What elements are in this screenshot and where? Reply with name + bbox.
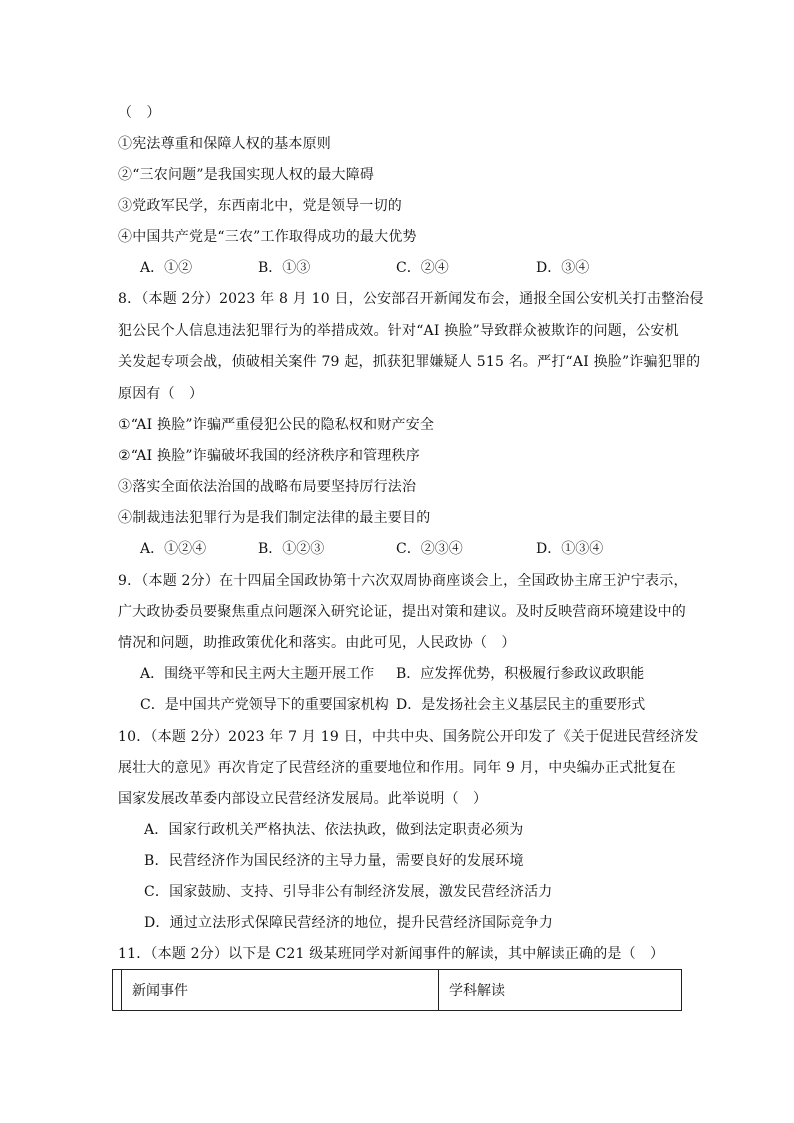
q10-option-d[interactable]: D．通过立法形式保障民营经济的地位，提升民营经济国际竞争力 bbox=[144, 915, 554, 931]
q11-table bbox=[112, 969, 682, 1011]
q9-option-c[interactable]: C．是中国共产党领导下的重要国家机构 bbox=[140, 697, 389, 713]
q8-stem-line-2: 犯公民个人信息违法犯罪行为的举措成效。针对“AI 换脸”导致群众被欺诈的问题，公安机 bbox=[118, 323, 679, 339]
q9-option-a[interactable]: A．围绕平等和民主两大主题开展工作 bbox=[140, 666, 375, 682]
q9-option-d[interactable]: D．是发扬社会主义基层民主的重要形式 bbox=[396, 697, 646, 713]
q9-option-b[interactable]: B．应发挥优势，积极履行参政议政职能 bbox=[396, 666, 645, 682]
q8-option-c[interactable]: C．②③④ bbox=[396, 541, 463, 557]
q10-option-b[interactable]: B．民营经济作为国民经济的主导力量，需要良好的发展环境 bbox=[144, 853, 524, 869]
q8-option-a[interactable]: A．①②④ bbox=[140, 541, 207, 557]
q7-option-a[interactable]: A．①② bbox=[140, 260, 193, 276]
q10-stem-line-2: 展壮大的意见》再次肯定了民营经济的重要地位和作用。同年 9 月，中央编办正式批复在 bbox=[118, 760, 677, 776]
q7-answer-bracket: （ ） bbox=[118, 105, 161, 121]
q8-item-3: ③落实全面依法治国的战略布局要坚持厉行法治 bbox=[118, 479, 417, 495]
q8-stem-line-3: 关发起专项会战，侦破相关案件 79 起，抓获犯罪嫌疑人 515 名。严打“AI 换脸”诈骗犯罪的 bbox=[118, 354, 701, 370]
table-header-news-event: 新闻事件 bbox=[122, 970, 439, 1011]
q7-item-3: ③党政军民学，东西南北中，党是领导一切的 bbox=[118, 198, 402, 214]
q8-stem-line-1: 8．（本题 2分）2023 年 8 月 10 日，公安部召开新闻发布会，通报全国公安机关打击整治侵 bbox=[118, 291, 704, 307]
q8-option-d[interactable]: D．①③④ bbox=[536, 541, 604, 557]
q9-stem-line-1: 9．（本题 2分）在十四届全国政协第十六次双周协商座谈会上，全国政协主席王沪宁表示， bbox=[118, 573, 688, 589]
q10-option-c[interactable]: C．国家鼓励、支持、引导非公有制经济发展，激发民营经济活力 bbox=[144, 884, 553, 900]
q7-option-d[interactable]: D．③④ bbox=[536, 260, 590, 276]
q8-item-1: ①“AI 换脸”诈骗严重侵犯公民的隐私权和财产安全 bbox=[118, 417, 435, 433]
q8-option-b[interactable]: B．①②③ bbox=[258, 541, 325, 557]
q7-option-b[interactable]: B．①③ bbox=[258, 260, 311, 276]
q9-stem-line-2: 广大政协委员要聚焦重点问题深入研究论证，提出对策和建议。及时反映营商环境建设中的 bbox=[118, 604, 686, 620]
q7-item-1: ①宪法尊重和保障人权的基本原则 bbox=[118, 136, 331, 152]
table-header-subject-interpretation: 学科解读 bbox=[439, 970, 682, 1011]
q11-stem: 11．（本题 2分）以下是 C21 级某班同学对新闻事件的解读，其中解读正确的是（ ） bbox=[118, 946, 665, 962]
table-header-blank bbox=[113, 970, 122, 1011]
q8-stem-line-4: 原因有（ ） bbox=[118, 386, 204, 402]
q9-stem-line-3: 情况和问题，助推政策优化和落实。由此可见，人民政协（ ） bbox=[118, 635, 516, 651]
q8-item-2: ②“AI 换脸”诈骗破坏我国的经济秩序和管理秩序 bbox=[118, 448, 420, 464]
q7-item-4: ④中国共产党是“三农”工作取得成功的最大优势 bbox=[118, 229, 417, 245]
q7-item-2: ②“三农问题”是我国实现人权的最大障碍 bbox=[118, 167, 375, 183]
q10-stem-line-3: 国家发展改革委内部设立民营经济发展局。此举说明（ ） bbox=[118, 791, 488, 807]
table-row bbox=[113, 970, 682, 1011]
q8-item-4: ④制裁违法犯罪行为是我们制定法律的最主要目的 bbox=[118, 510, 431, 526]
q10-stem-line-1: 10．（本题 2分）2023 年 7 月 19 日，中共中央、国务院公开印发了《关于促进民营经济发 bbox=[118, 729, 699, 745]
q7-option-c[interactable]: C．②④ bbox=[396, 260, 449, 276]
q10-option-a[interactable]: A．国家行政机关严格执法、依法执政，做到法定职责必须为 bbox=[144, 822, 524, 838]
